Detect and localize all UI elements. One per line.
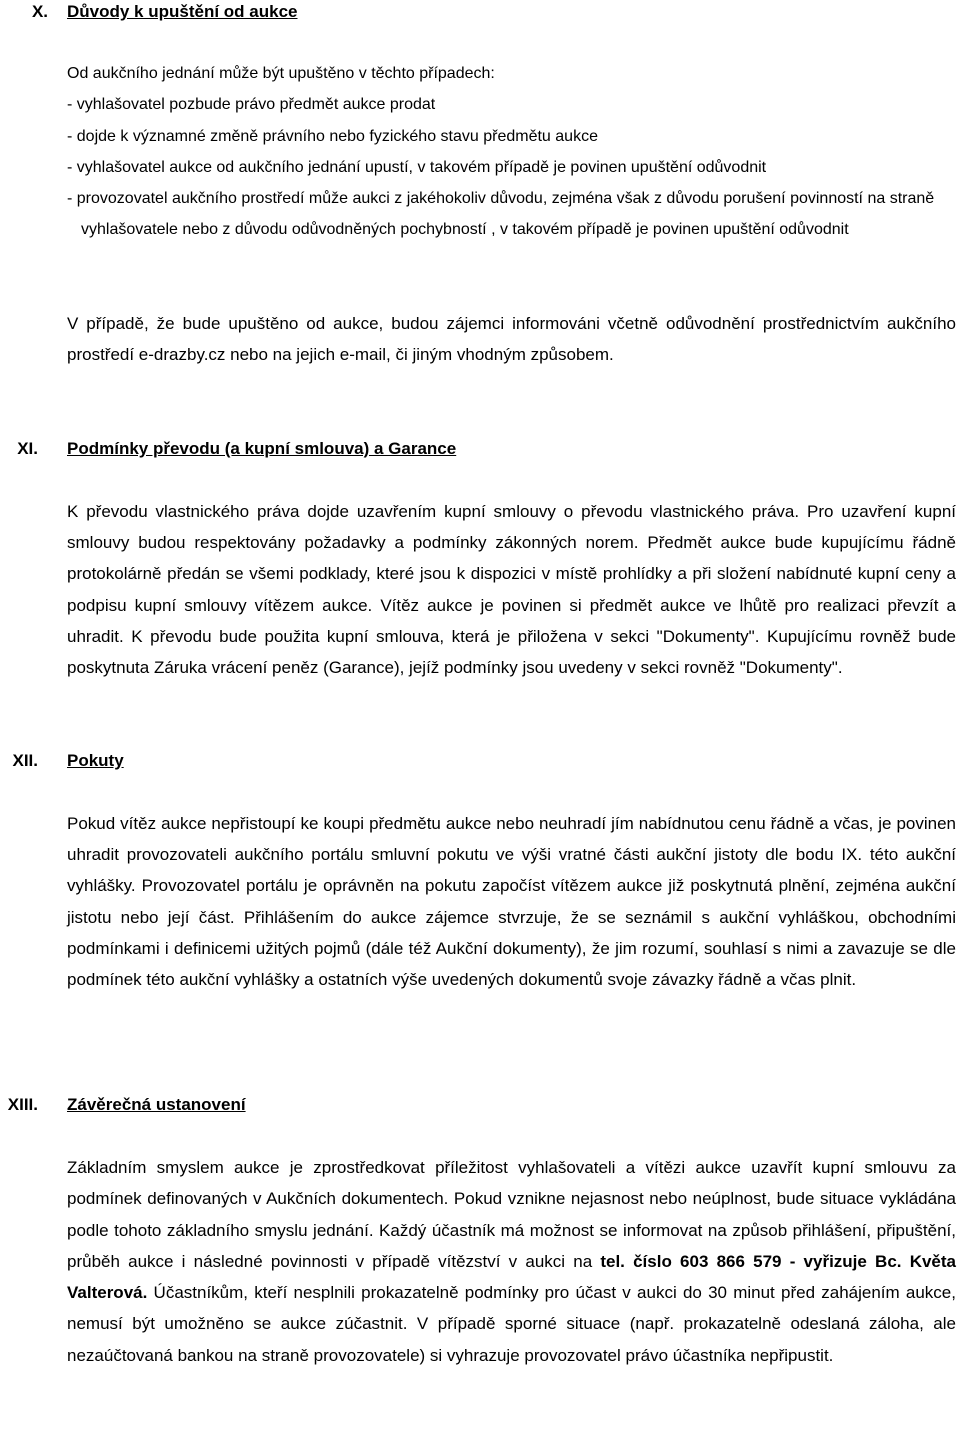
section-number-xi: XI. [17,439,38,458]
section-xiii-paragraph [67,1152,956,1371]
section-x-paragraph: V případě, že bude upuštěno od aukce, budou zájemci informováni včetně odůvodnění prostřednictvím aukčního prostředí e-drazby.cz nebo na jejich e-mail, či jiným vhodným způsobem. [67,314,956,365]
list-item: - provozovatel aukčního prostředí může aukci z jakéhokoliv důvodu, zejména však z důvodu porušení povinností na straně vyhlašovatele nebo z důvodu odůvodněných pochybností , v takovém případě je povinen upuštění odůvodnit [67,190,935,239]
section-title-xi: Podmínky převodu (a kupní smlouva) a Garance [67,439,457,458]
list-item: - vyhlašovatel pozbude právo předmět aukce prodat [67,96,436,114]
upusteni-list [67,58,956,246]
list-item: - dojde k významné změně právního nebo fyzického stavu předmětu aukce [67,127,598,145]
section-xii-paragraph: Pokud vítěz aukce nepřistoupí ke koupi předmětu aukce nebo neuhradí jím nabídnutou cenu řádně a včas, je povinen uhradit provozovateli aukčního portálu smluvní pokutu ve výši vratné části aukční jistoty dle bodu IX. této aukční vyhlášky. Provozovatel portálu je oprávněn na pokutu započíst vítězem aukce již poskytnutá plnění, zejména aukční jistotu nebo její část. Přihlášením do aukce zájemce stvrzuje, že se seznámil s aukční vyhláškou, obchodními podmínkami i definicemi užitých pojmů (dále též Aukční dokumenty), že jim rozumí, souhlasí s nimi a zavazuje se dle podmínek této aukční vyhlášky a ostatních výše uvedených dokumentů svoje závazky řádně a včas plnit. [67,814,956,990]
paragraph-text: Účastníkům, kteří nesplnili prokazatelně podmínky pro účast v aukci do 30 minut před zahájením aukce, nemusí být umožněno se aukce zúčastnit. V případě sporné situace (např. prokazatelně odeslaná záloha, ale nezaúčtovaná bankou na straně provozovatele) si vyhrazuje provozovatel právo účastníka nepřipustit. [67,1283,956,1365]
list-item: - vyhlašovatel aukce od aukčního jednání upustí, v takovém případě je povinen upuštění odůvodnit [67,158,767,176]
paragraph-text: Základním smyslem aukce je zprostředkovat příležitost vyhlašovateli a vítězi aukce uzavřít kupní smlouvu za podmínek definovaných v Aukčních dokumentech. Pokud vznikne nejasnost nebo neúplnost, bude situace vykládána podle tohoto základního smyslu jednání. Každý účastník má možnost se informovat na způsob přihlášení, připuštění, průběh aukce i následné povinnosti v případě vítězství v aukci na [67,1158,956,1271]
section-title-xiii: Závěrečná ustanovení [67,1095,246,1114]
section-number-x: X. [31,2,48,21]
section-number-xiii: XIII. [7,1095,38,1114]
section-xi-paragraph: K převodu vlastnického práva dojde uzavřením kupní smlouvy o převodu vlastnického práva. Pro uzavření kupní smlouvy budou respektovány požadavky a podmínky zákonných norem. Předmět aukce bude kupujícímu řádně protokolárně předán se všemi podklady, které jsou k dispozici v místě prohlídky a při složení nabídnuté kupní ceny a podpisu kupní smlouvy vítězem aukce. Vítěz aukce je povinen si předmět aukce ve lhůtě pro realizaci převzít a uhradit. K převodu bude použita kupní smlouva, která je přiložena v sekci "Dokumenty". Kupujícímu rovněž bude poskytnuta Záruka vrácení peněz (Garance), jejíž podmínky jsou uvedeny v sekci rovněž "Dokumenty". [67,502,956,678]
section-title-xii: Pokuty [67,751,124,770]
contact-info: tel. číslo 603 866 579 - vyřizuje Bc. Květa Valterová. [67,1251,956,1303]
section-number-xii: XII. [12,751,38,770]
list-intro: Od aukčního jednání může být upuštěno v těchto případech: [67,65,495,82]
section-title-x: Důvody k upuštění od aukce [67,2,298,21]
